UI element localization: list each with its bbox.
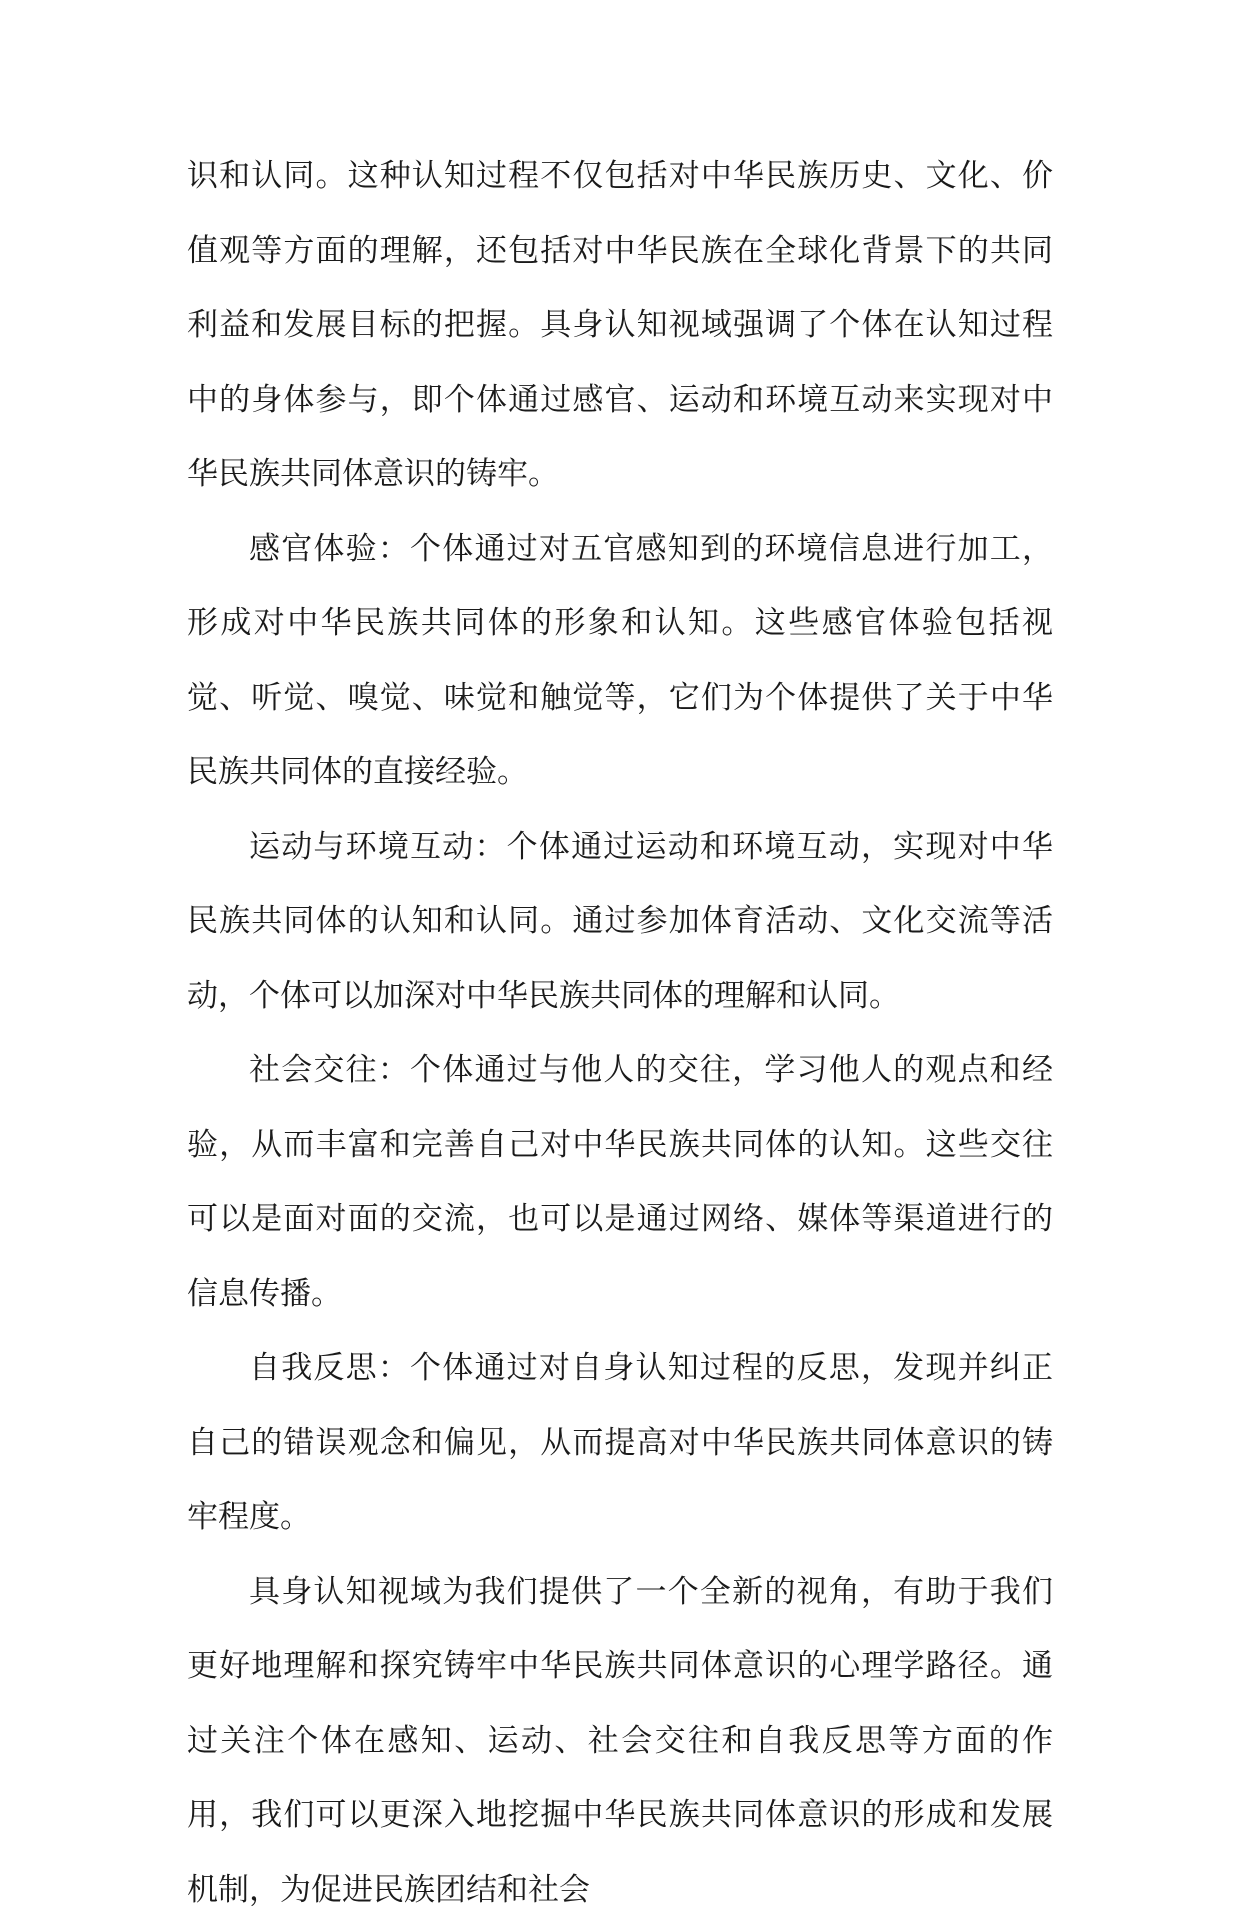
paragraph-self-reflection: 自我反思：个体通过对自身认知过程的反思，发现并纠正自己的错误观念和偏见，从而提高对中华民族共同体意识的铸牢程度。 bbox=[187, 1331, 1053, 1555]
paragraph-motion-environment: 运动与环境互动：个体通过运动和环境互动，实现对中华民族共同体的认知和认同。通过参加体育活动、文化交流等活动，个体可以加深对中华民族共同体的理解和认同。 bbox=[187, 810, 1053, 1034]
paragraph-sensory-experience: 感官体验：个体通过对五官感知到的环境信息进行加工，形成对中华民族共同体的形象和认知。这些感官体验包括视觉、听觉、嗅觉、味觉和触觉等，它们为个体提供了关于中华民族共同体的直接经验。 bbox=[187, 512, 1053, 810]
paragraph-continuation: 识和认同。这种认知过程不仅包括对中华民族历史、文化、价值观等方面的理解，还包括对中华民族在全球化背景下的共同利益和发展目标的把握。具身认知视域强调了个体在认知过程中的身体参与，即个体通过感官、运动和环境互动来实现对中华民族共同体意识的铸牢。 bbox=[187, 139, 1053, 512]
paragraph-social-interaction: 社会交往：个体通过与他人的交往，学习他人的观点和经验，从而丰富和完善自己对中华民族共同体的认知。这些交往可以是面对面的交流，也可以是通过网络、媒体等渠道进行的信息传播。 bbox=[187, 1033, 1053, 1331]
document-body bbox=[187, 139, 1053, 1927]
paragraph-conclusion: 具身认知视域为我们提供了一个全新的视角，有助于我们更好地理解和探究铸牢中华民族共同体意识的心理学路径。通过关注个体在感知、运动、社会交往和自我反思等方面的作用，我们可以更深入地挖掘中华民族共同体意识的形成和发展机制，为促进民族团结和社会 bbox=[187, 1555, 1053, 1927]
